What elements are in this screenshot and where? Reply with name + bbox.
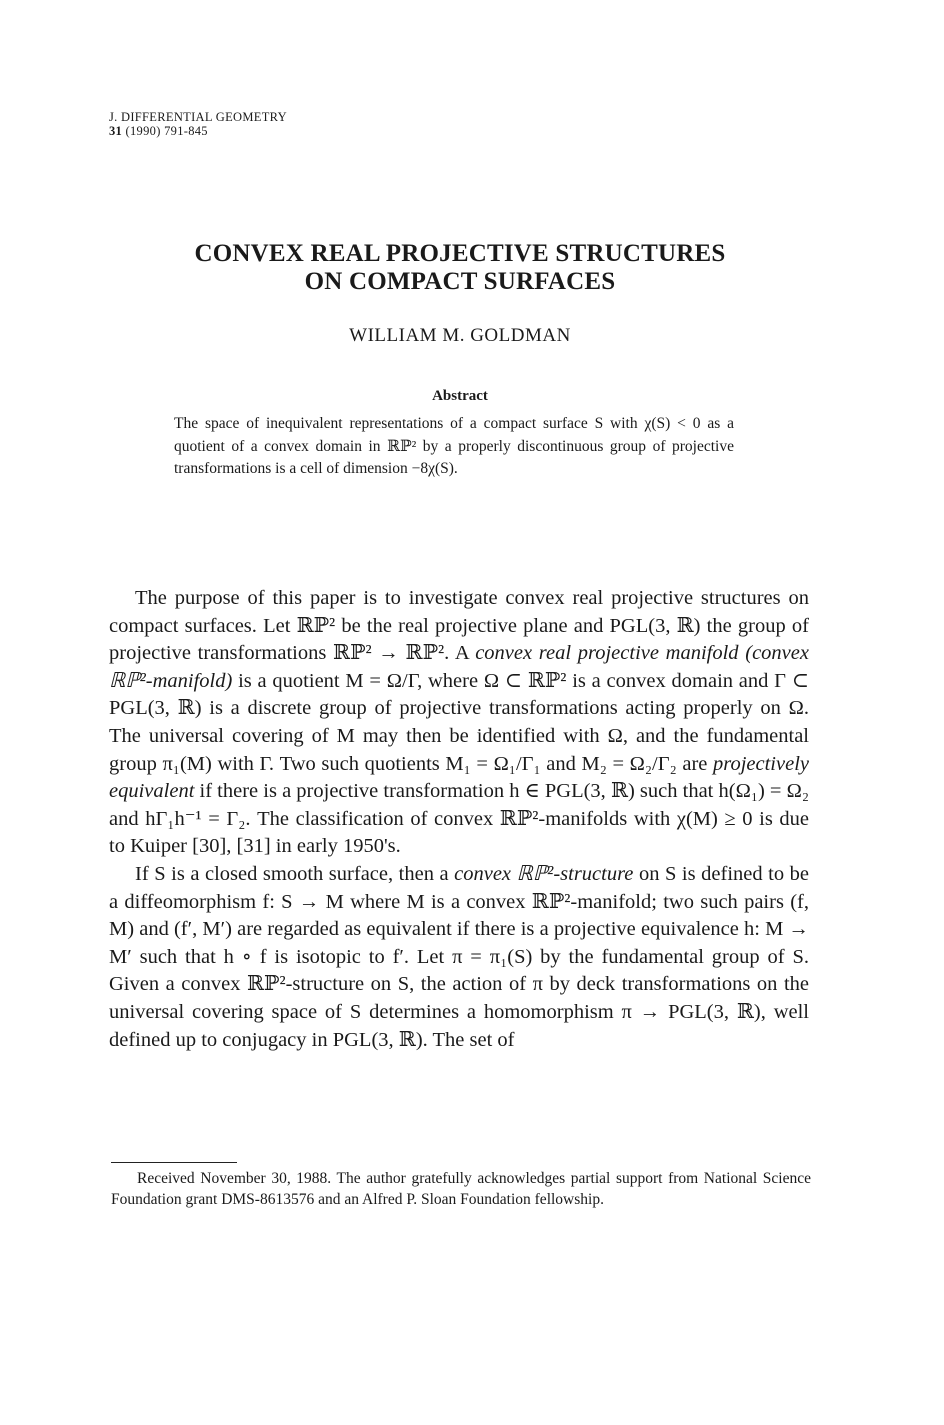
paragraph-2 xyxy=(109,861,809,1054)
main-text xyxy=(109,585,809,1054)
journal-name: J. DIFFERENTIAL GEOMETRY xyxy=(109,110,287,124)
paragraph-2-emphasis-1: convex ℝℙ²-structure xyxy=(454,862,634,885)
paper-title-line-2: ON COMPACT SURFACES xyxy=(304,268,616,295)
footnote: Received November 30, 1988. The author gratefully acknowledges partial support from National Science Foundation grant DMS-8613576 and an Alfred P. Sloan Foundation fellowship. xyxy=(111,1170,811,1208)
paragraph-1 xyxy=(109,585,809,861)
author-name: WILLIAM M. GOLDMAN xyxy=(349,325,571,346)
paragraph-2-part-2: on S is defined to be a diffeomorphism f: S → M where M is a convex ℝℙ²-manifold; two such pairs (f, M) and (f′, M′) are regarded as equivalent if there is a projective equivalence h: M → M′ such that h ∘ f is isotopic to f′. Let π = π₁(S) by the fundamental group of S. Given a convex ℝℙ²-structure on S, the action of π by deck transformations on the universal covering space of S determines a homomorphism π → PGL(3, ℝ), well defined up to conjugacy in PGL(3, ℝ). The set of xyxy=(109,862,809,1051)
paragraph-1-part-3: if there is a projective transformation h ∈ PGL(3, ℝ) such that h(Ω₁) = Ω₂ and hΓ₁h⁻¹ = Γ₂. The classification of convex ℝℙ²-manifolds with χ(M) ≥ 0 is due to Kuiper [30], [31] in early 1950's. xyxy=(109,780,809,858)
journal-volume: 31 xyxy=(109,124,123,138)
footnote-rule xyxy=(111,1162,237,1163)
paragraph-1-part-2: is a quotient M = Ω/Γ, where Ω ⊂ ℝℙ² is a convex domain and Γ ⊂ PGL(3, ℝ) is a discrete group of projective transformations acting properly on Ω. The universal covering of M may then be identified with Ω, and the fundamental group π₁(M) with Γ. Two such quotients M₁ = Ω₁/Γ₁ and M₂ = Ω₂/Γ₂ are xyxy=(109,669,809,775)
journal-year-pages: (1990) 791-845 xyxy=(125,124,208,138)
journal-volume-line xyxy=(109,124,287,138)
paragraph-1-emphasis-2: projectively equivalent xyxy=(109,752,809,803)
abstract-heading: Abstract xyxy=(432,388,488,404)
paragraph-1-part-1: The purpose of this paper is to investigate convex real projective structures on compact surfaces. Let ℝℙ² be the real projective plane and PGL(3, ℝ) the group of projective transformations ℝℙ² → ℝℙ². A xyxy=(109,587,809,665)
paper-title-line-1: CONVEX REAL PROJECTIVE STRUCTURES xyxy=(194,240,726,267)
journal-header xyxy=(109,110,287,138)
paragraph-2-part-1: If S is a closed smooth surface, then a xyxy=(135,862,455,885)
paper-title xyxy=(0,240,920,296)
abstract-text: The space of inequivalent representations of a compact surface S with χ(S) < 0 as a quotient of a convex domain in ℝℙ² by a properly discontinuous group of projective transformations is a cell of dimension −8χ(S). xyxy=(174,415,734,478)
paragraph-1-emphasis-1: convex real projective manifold (convex ℝℙ²-manifold) xyxy=(109,642,809,692)
